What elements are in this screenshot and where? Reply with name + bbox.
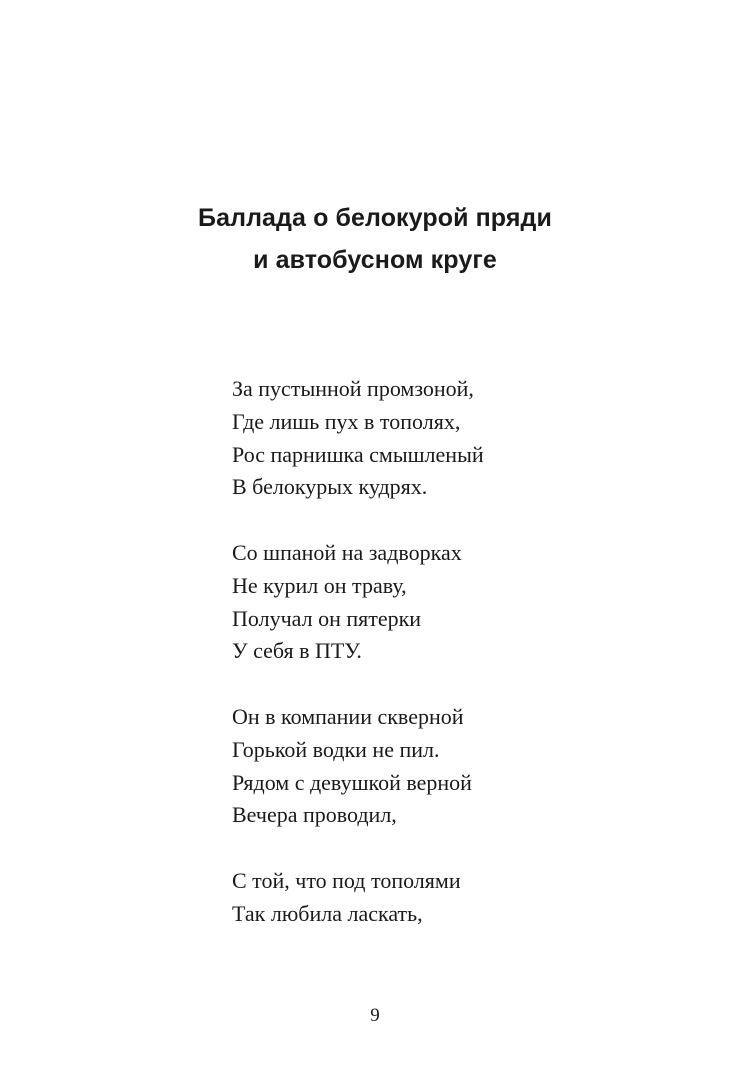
poem-line: Где лишь пух в тополях, [232,408,461,434]
poem-line: В белокурых кудрях. [232,474,428,500]
poem-line: Получал он пятерки [232,605,422,631]
stanza-2 [232,537,484,668]
poem-title [0,197,750,281]
poem-line: Горькой водки не пил. [232,736,440,762]
poem-line: Рос парнишка смышленый [232,441,484,467]
stanza-1 [232,373,484,504]
page-number: 9 [370,1005,380,1026]
poem-line: Так любила ласкать, [232,900,423,926]
poem-line: Со шпаной на задворках [232,539,462,565]
poem-body [232,373,484,931]
poem-line: С той, что под тополями [232,867,461,893]
stanza-4 [232,865,484,931]
stanza-3 [232,701,484,832]
poem-line: У себя в ПТУ. [232,638,362,664]
poem-line: Он в компании скверной [232,703,464,729]
poem-title-line-1: Баллада о белокурой пряди [198,204,552,232]
poem-line: Не курил он траву, [232,572,407,598]
poem-line: Рядом с девушкой верной [232,769,472,795]
poem-line: Вечера проводил, [232,802,397,828]
poem-line: За пустынной промзоной, [232,376,474,401]
poem-title-line-2: и автобусном круге [253,246,497,274]
